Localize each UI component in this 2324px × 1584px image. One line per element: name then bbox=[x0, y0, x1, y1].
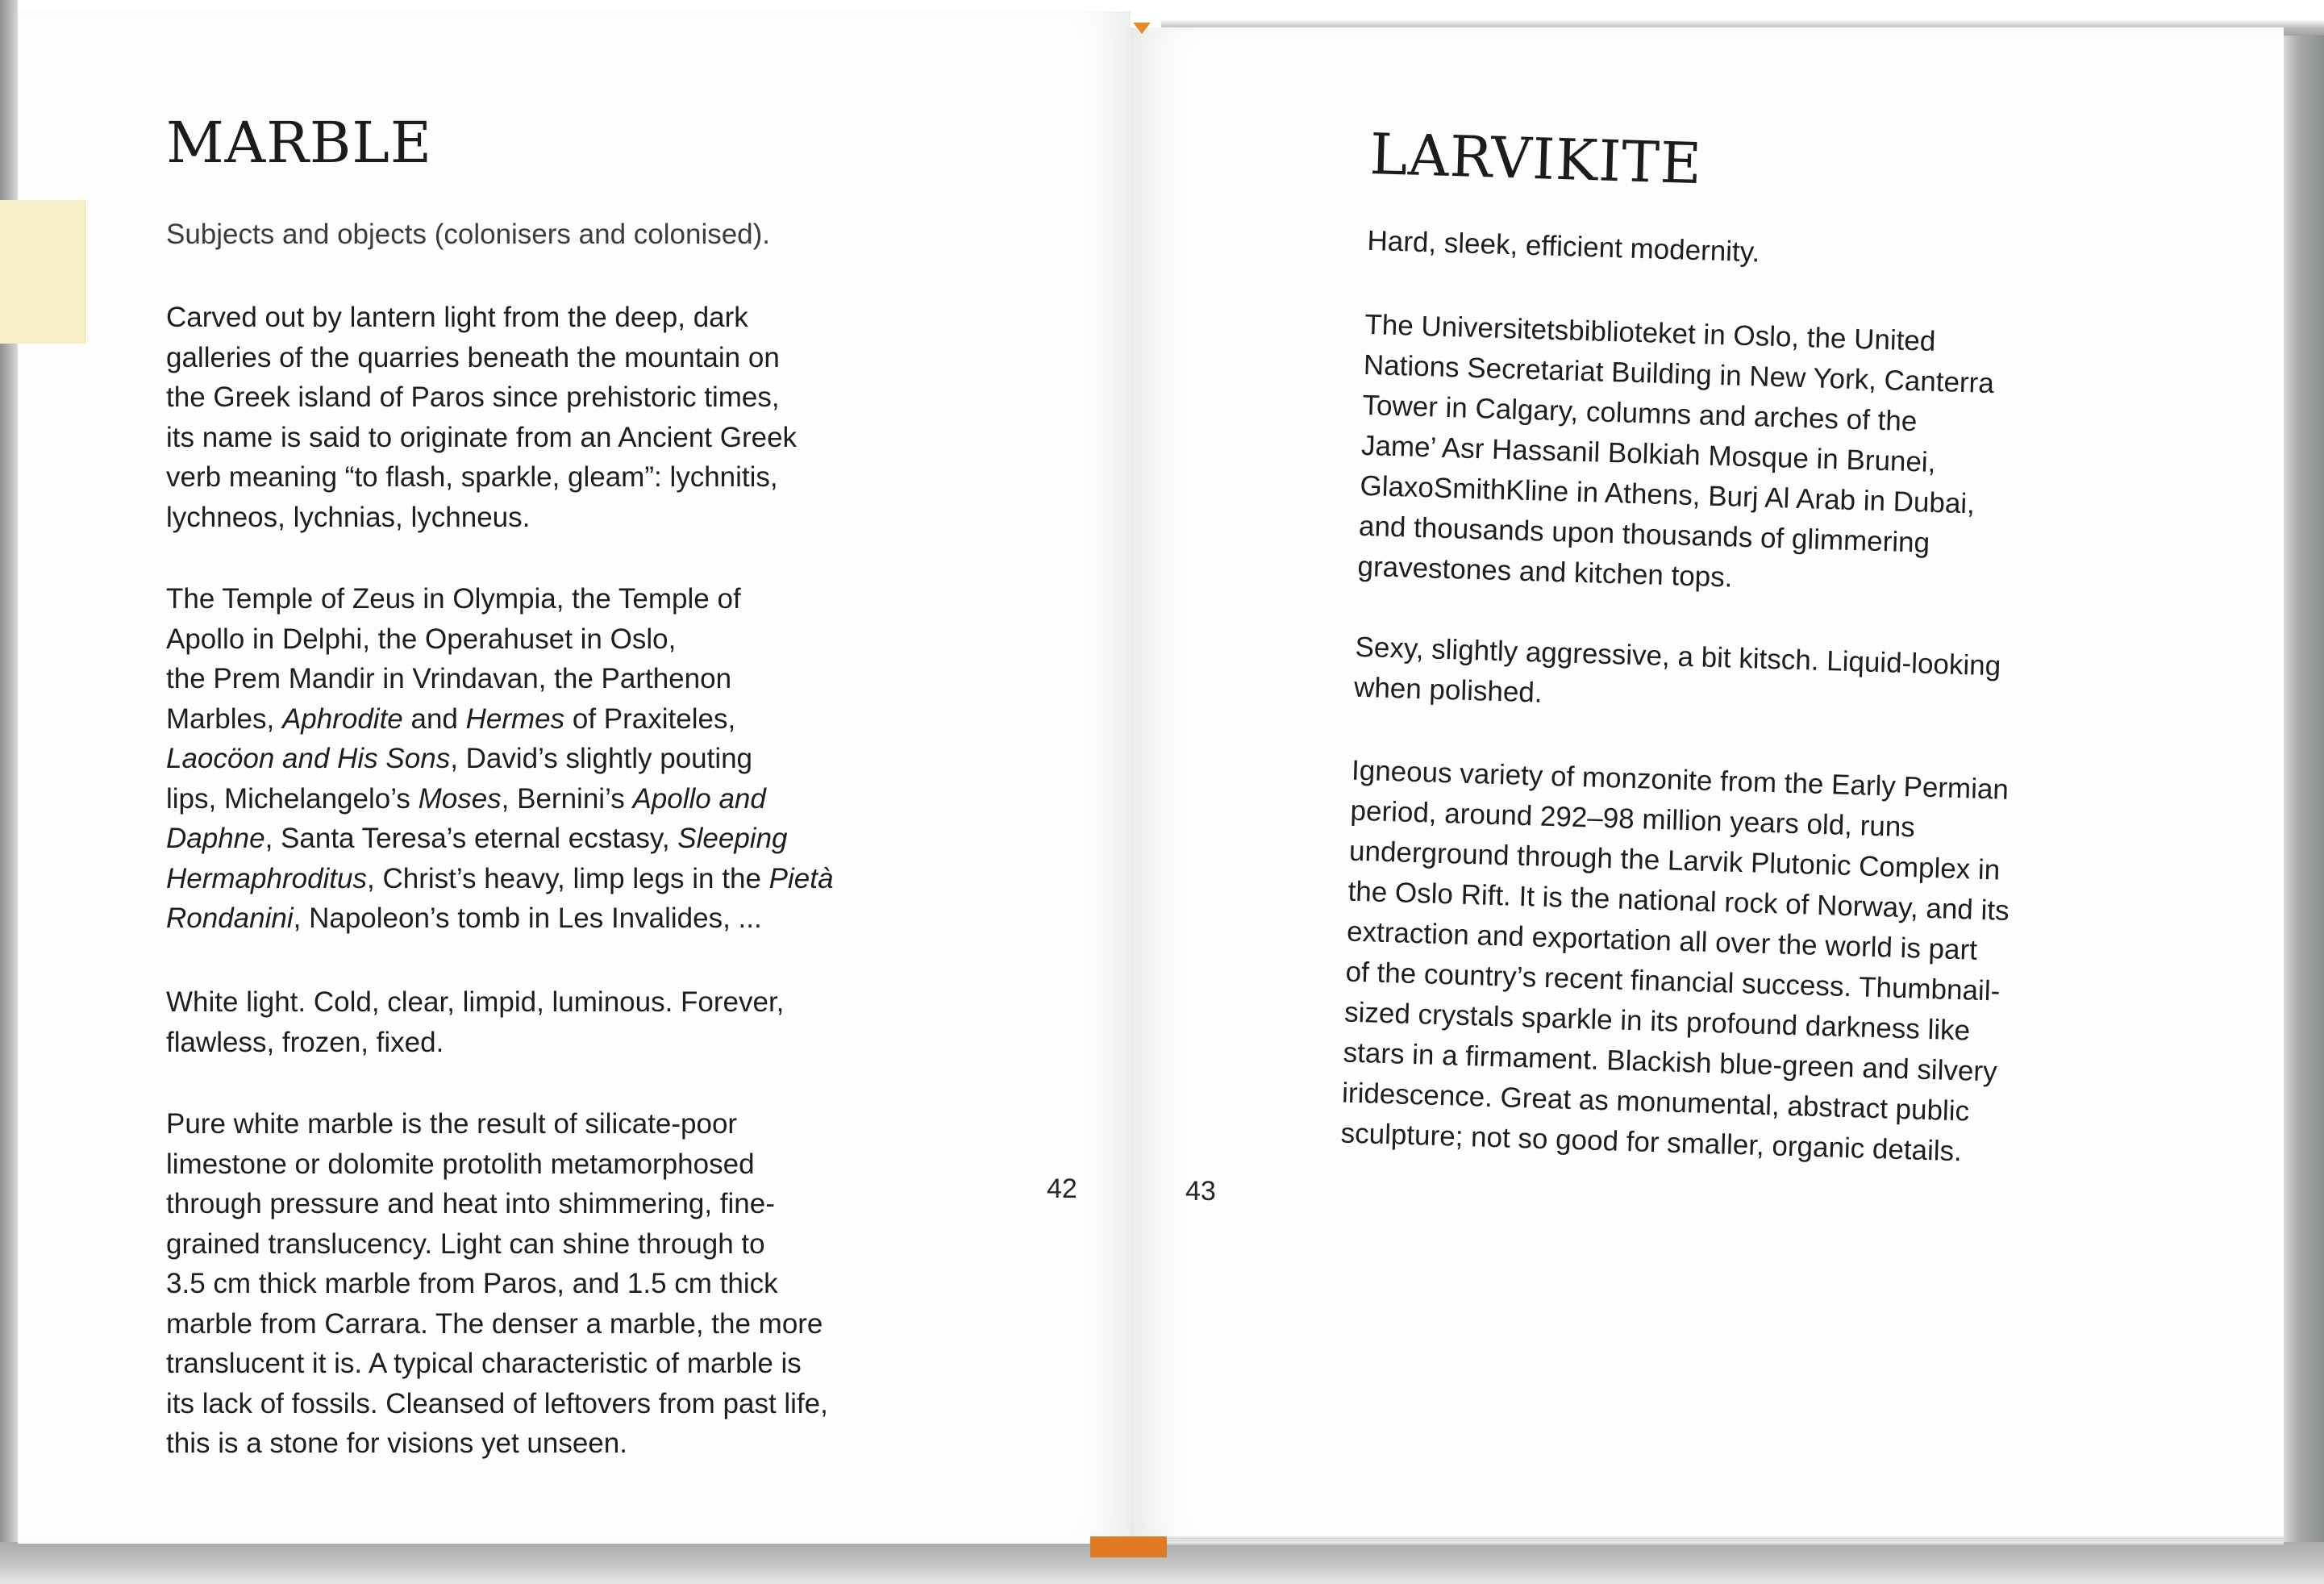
text-line: GlaxoSmithKline in Athens, Burj Al Arab in Dubai, bbox=[1359, 469, 1976, 520]
text-segment: , Christ’s heavy, limp legs in the bbox=[367, 862, 769, 894]
right-page-title: LARVIKITE bbox=[1368, 121, 1704, 198]
text-segment: lips, Michelangelo’s bbox=[166, 782, 419, 815]
text-line: and thousands upon thousands of glimmering bbox=[1358, 510, 1930, 559]
text-line: its name is said to originate from an Ancient Greek bbox=[166, 421, 798, 453]
text-line bbox=[166, 579, 833, 619]
text-line: marble from Carrara. The denser a marble, the more bbox=[166, 1307, 823, 1340]
text-segment: , Santa Teresa’s eternal ecstasy, bbox=[264, 823, 678, 854]
text-line: White light. Cold, clear, limpid, luminous. Forever, bbox=[166, 986, 785, 1018]
italic-title-text: Daphne bbox=[166, 823, 265, 854]
text-line: The Universitetsbiblioteket in Oslo, the United bbox=[1364, 308, 1936, 357]
left-paragraph-3 bbox=[166, 982, 784, 1062]
italic-title-text: Hermaphroditus bbox=[166, 862, 367, 894]
text-segment: Marbles, bbox=[166, 702, 282, 735]
text-line: extraction and exportation all over the world is part bbox=[1346, 915, 1978, 966]
text-line: galleries of the quarries beneath the mountain on bbox=[166, 341, 780, 373]
page-number-right: 43 bbox=[1185, 1176, 1216, 1207]
book-cover-right-edge bbox=[2282, 0, 2324, 1584]
text-line: sized crystals sparkle in its profound darkness like bbox=[1343, 996, 1971, 1047]
text-line: Nations Secretariat Building in New York, Canterra bbox=[1363, 348, 1995, 400]
right-paragraph-3 bbox=[1340, 751, 2014, 1173]
left-paragraph-4 bbox=[166, 1104, 828, 1464]
text-line bbox=[166, 739, 833, 779]
text-segment: , David’s slightly pouting bbox=[450, 743, 753, 774]
left-page-title: MARBLE bbox=[166, 110, 432, 176]
text-line: 3.5 cm thick marble from Paros, and 1.5 cm thick bbox=[166, 1268, 778, 1299]
italic-title-text: Laocöon and His Sons bbox=[166, 743, 451, 774]
text-line: when polished. bbox=[1353, 671, 1543, 709]
text-line: grained translucency. Light can shine through to bbox=[166, 1228, 765, 1260]
text-line bbox=[166, 819, 833, 859]
text-line bbox=[166, 659, 833, 699]
text-line: this is a stone for visions yet unseen. bbox=[166, 1428, 627, 1459]
text-line: the Greek island of Paros since prehistoric times, bbox=[166, 381, 780, 413]
ribbon-marker-tip bbox=[1133, 23, 1151, 34]
text-line: Pure white marble is the result of silicate-poor bbox=[166, 1108, 738, 1140]
text-line: sculpture; not so good for smaller, organic details. bbox=[1340, 1117, 1963, 1168]
spine-headband bbox=[1090, 1536, 1167, 1557]
text-line: verb meaning “to flash, sparkle, gleam”: lychnitis, bbox=[166, 461, 778, 493]
italic-title-text: Hermes bbox=[465, 702, 565, 735]
text-line: Igneous variety of monzonite from the Early Permian bbox=[1351, 754, 2010, 806]
text-line: Jame’ Asr Hassanil Bolkiah Mosque in Brunei, bbox=[1360, 429, 1936, 478]
text-segment: and bbox=[402, 702, 466, 735]
page-block-edges bbox=[1131, 1536, 2284, 1544]
text-line: of the country’s recent financial success. Thumbnail- bbox=[1345, 956, 2001, 1007]
text-line: Tower in Calgary, columns and arches of the bbox=[1361, 389, 1918, 438]
left-paragraph-2 bbox=[166, 579, 833, 939]
text-segment: The Temple of Zeus in Olympia, the Temple of bbox=[166, 583, 741, 615]
sticky-note-bookmark bbox=[0, 200, 85, 344]
text-line: lychneos, lychnias, lychneus. bbox=[166, 501, 531, 533]
text-line: the Oslo Rift. It is the national rock of Norway, and its bbox=[1347, 875, 2010, 927]
text-line: flawless, frozen, fixed. bbox=[166, 1026, 444, 1058]
text-line bbox=[166, 898, 833, 939]
text-line: Sexy, slightly aggressive, a bit kitsch. Liquid-looking bbox=[1355, 631, 2001, 682]
text-line: Carved out by lantern light from the deep, dark bbox=[166, 302, 748, 333]
text-segment: , Bernini’s bbox=[501, 782, 633, 815]
text-line bbox=[166, 699, 833, 740]
italic-title-text: Sleeping bbox=[677, 823, 788, 854]
text-line bbox=[166, 859, 833, 899]
text-line bbox=[166, 779, 833, 819]
left-page-subtitle: Subjects and objects (colonisers and colonised). bbox=[166, 219, 771, 250]
text-line bbox=[166, 619, 833, 660]
right-paragraph-1 bbox=[1357, 305, 1996, 606]
page-number-left: 42 bbox=[1047, 1173, 1077, 1204]
text-line: stars in a firmament. Blackish blue-green and silvery bbox=[1343, 1036, 1998, 1088]
italic-title-text: Pietà bbox=[768, 862, 834, 894]
italic-title-text: Rondanini bbox=[166, 902, 294, 934]
text-segment: Apollo in Delphi, the Operahuset in Oslo, bbox=[166, 623, 677, 655]
text-line: translucent it is. A typical characteristic of marble is bbox=[166, 1348, 802, 1379]
text-segment: of Praxiteles, bbox=[564, 702, 736, 735]
italic-title-text: Aphrodite bbox=[281, 702, 403, 735]
text-line: through pressure and heat into shimmering, fine- bbox=[166, 1188, 775, 1219]
italic-title-text: Moses bbox=[418, 782, 502, 815]
text-line: limestone or dolomite protolith metamorphosed bbox=[166, 1148, 755, 1180]
text-line: period, around 292–98 million years old, runs bbox=[1350, 794, 1916, 844]
text-segment: the Prem Mandir in Vrindavan, the Parthenon bbox=[166, 663, 732, 694]
left-paragraph-1 bbox=[166, 298, 797, 537]
text-segment: , Napoleon’s tomb in Les Invalides, ... bbox=[293, 902, 762, 934]
right-page-subtitle: Hard, sleek, efficient modernity. bbox=[1367, 224, 1760, 269]
text-line: gravestones and kitchen tops. bbox=[1357, 550, 1733, 594]
text-line: underground through the Larvik Plutonic Complex in bbox=[1348, 835, 2001, 886]
text-line: iridescence. Great as monumental, abstract public bbox=[1341, 1077, 1970, 1128]
italic-title-text: Apollo and bbox=[632, 782, 766, 815]
text-line: its lack of fossils. Cleansed of leftovers from past life, bbox=[166, 1387, 828, 1419]
